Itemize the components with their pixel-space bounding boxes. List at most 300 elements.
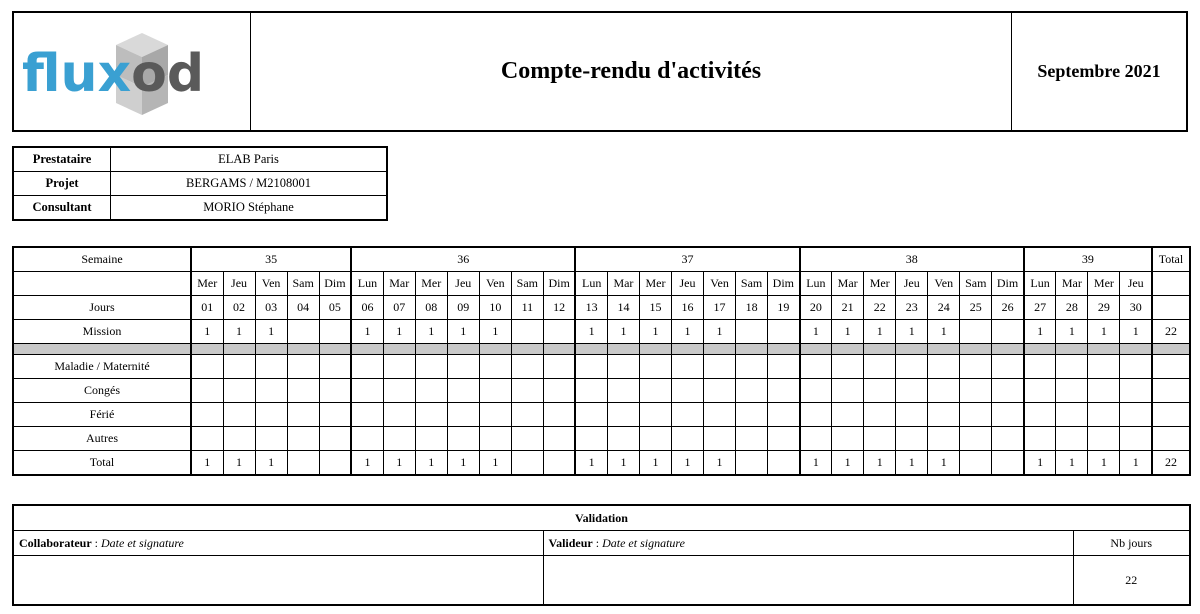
logo-text: fluxod (22, 44, 205, 104)
total-cell: 1 (1024, 451, 1056, 476)
separator-cell (223, 344, 255, 355)
absence-cell (575, 427, 607, 451)
day-name: Dim (768, 272, 800, 296)
total-cell: 1 (800, 451, 832, 476)
day-name: Ven (479, 272, 511, 296)
fluxod-logo (20, 31, 230, 115)
absence-cell (383, 403, 415, 427)
absence-cell (1024, 427, 1056, 451)
absence-cell (928, 355, 960, 379)
absence-cell (639, 427, 671, 451)
day-number: 13 (575, 296, 607, 320)
absence-row (13, 379, 1190, 403)
absence-cell (351, 355, 383, 379)
mission-cell (511, 320, 543, 344)
day-name: Mar (832, 272, 864, 296)
absence-cell (319, 403, 351, 427)
info-table (12, 146, 388, 221)
absence-cell (607, 403, 639, 427)
separator-cell (607, 344, 639, 355)
mission-cell: 1 (1056, 320, 1088, 344)
total-cell: 1 (255, 451, 287, 476)
absence-total (1152, 355, 1190, 379)
total-cell: 1 (607, 451, 639, 476)
activity-grid (12, 246, 1191, 476)
absence-cell (543, 427, 575, 451)
absence-cell (415, 427, 447, 451)
absence-cell (1024, 355, 1056, 379)
total-row (13, 451, 1190, 476)
mission-cell: 1 (415, 320, 447, 344)
day-name: Sam (736, 272, 768, 296)
day-number: 16 (671, 296, 703, 320)
total-cell: 1 (832, 451, 864, 476)
absence-cell (255, 427, 287, 451)
absence-total (1152, 379, 1190, 403)
absence-cell (960, 427, 992, 451)
day-number: 02 (223, 296, 255, 320)
mission-cell: 1 (479, 320, 511, 344)
nb-days-value: 22 (1073, 556, 1190, 606)
absence-cell (832, 403, 864, 427)
collaborator-hint: Date et signature (101, 535, 184, 550)
absence-cell (928, 403, 960, 427)
absence-cell (1120, 379, 1152, 403)
separator-cell (1088, 344, 1120, 355)
absence-cell (1120, 355, 1152, 379)
absence-cell (511, 379, 543, 403)
total-cell (543, 451, 575, 476)
validation-title: Validation (13, 505, 1190, 531)
separator-cell (191, 344, 223, 355)
absence-cell (319, 355, 351, 379)
separator-cell (287, 344, 319, 355)
absence-cell (864, 427, 896, 451)
absence-cell (1088, 403, 1120, 427)
days-label: Jours (13, 296, 191, 320)
absence-cell (800, 379, 832, 403)
day-number: 21 (832, 296, 864, 320)
validator-cell: Valideur : Date et signature (543, 531, 1073, 556)
absence-cell (1024, 403, 1056, 427)
collaborator-label: Collaborateur (19, 535, 92, 550)
absence-label: Maladie / Maternité (13, 355, 191, 379)
absence-cell (864, 379, 896, 403)
info-value: MORIO Stéphane (111, 196, 388, 221)
total-cell: 1 (223, 451, 255, 476)
total-header: Total (1152, 247, 1190, 272)
day-name: Mar (383, 272, 415, 296)
separator-row (13, 344, 1190, 355)
separator-cell (704, 344, 736, 355)
absence-cell (960, 355, 992, 379)
day-number: 18 (736, 296, 768, 320)
mission-cell (319, 320, 351, 344)
absence-cell (543, 379, 575, 403)
validation-table (12, 504, 1191, 606)
mission-total: 22 (1152, 320, 1190, 344)
absence-cell (447, 379, 479, 403)
absence-cell (768, 403, 800, 427)
separator-cell (768, 344, 800, 355)
absence-cell (639, 355, 671, 379)
separator-cell (896, 344, 928, 355)
absence-cell (832, 355, 864, 379)
separator-cell (1120, 344, 1152, 355)
day-name: Jeu (1120, 272, 1152, 296)
absence-cell (992, 379, 1024, 403)
absence-label: Congés (13, 379, 191, 403)
total-cell: 1 (928, 451, 960, 476)
day-name: Mer (415, 272, 447, 296)
date-row (13, 296, 1190, 320)
absence-total (1152, 403, 1190, 427)
absence-cell (287, 427, 319, 451)
separator-cell (511, 344, 543, 355)
day-number: 29 (1088, 296, 1120, 320)
mission-cell: 1 (1120, 320, 1152, 344)
absence-cell (928, 427, 960, 451)
absence-cell (992, 355, 1024, 379)
day-name: Ven (255, 272, 287, 296)
total-cell: 1 (896, 451, 928, 476)
separator-cell (832, 344, 864, 355)
week-number: 36 (351, 247, 575, 272)
week-label: Semaine (13, 247, 191, 272)
absence-row (13, 403, 1190, 427)
day-name: Sam (287, 272, 319, 296)
total-spacer (1152, 296, 1190, 320)
absence-cell (191, 427, 223, 451)
absence-cell (960, 403, 992, 427)
absence-row (13, 355, 1190, 379)
total-label: Total (13, 451, 191, 476)
page-title: Compte-rendu d'activités (251, 13, 1012, 130)
absence-cell (319, 379, 351, 403)
day-name: Lun (351, 272, 383, 296)
mission-cell: 1 (255, 320, 287, 344)
absence-cell (992, 427, 1024, 451)
separator-cell (960, 344, 992, 355)
day-name: Ven (704, 272, 736, 296)
logo-cell (14, 13, 251, 130)
absence-cell (607, 379, 639, 403)
absence-cell (928, 379, 960, 403)
absence-cell (671, 355, 703, 379)
mission-cell (736, 320, 768, 344)
total-cell: 1 (575, 451, 607, 476)
day-name: Mar (607, 272, 639, 296)
absence-cell (575, 403, 607, 427)
mission-cell: 1 (896, 320, 928, 344)
absence-cell (639, 379, 671, 403)
absence-cell (864, 355, 896, 379)
absence-cell (383, 379, 415, 403)
mission-cell: 1 (447, 320, 479, 344)
total-cell (960, 451, 992, 476)
info-row (13, 196, 387, 221)
day-number: 17 (704, 296, 736, 320)
total-cell (319, 451, 351, 476)
absence-cell (736, 355, 768, 379)
absence-cell (191, 355, 223, 379)
day-number: 23 (896, 296, 928, 320)
absence-cell (415, 379, 447, 403)
total-cell: 1 (671, 451, 703, 476)
separator-cell (1152, 344, 1190, 355)
absence-cell (255, 403, 287, 427)
absence-cell (607, 355, 639, 379)
day-number: 15 (639, 296, 671, 320)
absence-cell (191, 379, 223, 403)
info-row (13, 172, 387, 196)
absence-cell (351, 403, 383, 427)
separator-cell (864, 344, 896, 355)
day-number: 27 (1024, 296, 1056, 320)
absence-cell (511, 403, 543, 427)
day-number: 20 (800, 296, 832, 320)
absence-cell (1056, 379, 1088, 403)
total-cell: 1 (479, 451, 511, 476)
info-label: Consultant (13, 196, 111, 221)
separator-cell (671, 344, 703, 355)
total-cell: 1 (1056, 451, 1088, 476)
absence-cell (543, 403, 575, 427)
absence-cell (447, 355, 479, 379)
total-cell: 1 (639, 451, 671, 476)
week-number: 35 (191, 247, 351, 272)
mission-row (13, 320, 1190, 344)
day-number: 10 (479, 296, 511, 320)
total-cell (511, 451, 543, 476)
mission-cell: 1 (607, 320, 639, 344)
separator-cell (543, 344, 575, 355)
absence-cell (1024, 379, 1056, 403)
mission-cell: 1 (191, 320, 223, 344)
report-period: Septembre 2021 (1037, 61, 1161, 81)
mission-cell: 1 (704, 320, 736, 344)
info-value: ELAB Paris (111, 147, 388, 172)
total-cell: 1 (864, 451, 896, 476)
validator-label: Valideur (548, 535, 593, 550)
absence-cell (704, 403, 736, 427)
absence-cell (287, 379, 319, 403)
day-number: 14 (607, 296, 639, 320)
absence-label: Férié (13, 403, 191, 427)
day-name: Mer (1088, 272, 1120, 296)
absence-cell (479, 427, 511, 451)
total-cell (287, 451, 319, 476)
day-number: 11 (511, 296, 543, 320)
mission-cell: 1 (864, 320, 896, 344)
mission-cell: 1 (671, 320, 703, 344)
day-name-spacer (13, 272, 191, 296)
absence-cell (671, 403, 703, 427)
mission-cell: 1 (1024, 320, 1056, 344)
total-cell (736, 451, 768, 476)
absence-cell (639, 403, 671, 427)
absence-cell (543, 355, 575, 379)
day-number: 12 (543, 296, 575, 320)
absence-cell (351, 379, 383, 403)
mission-cell: 1 (928, 320, 960, 344)
mission-cell: 1 (575, 320, 607, 344)
total-cell: 1 (1120, 451, 1152, 476)
absence-cell (768, 427, 800, 451)
absence-cell (607, 427, 639, 451)
absence-cell (575, 379, 607, 403)
absence-cell (768, 379, 800, 403)
mission-cell (960, 320, 992, 344)
day-name-row (13, 272, 1190, 296)
absence-cell (896, 355, 928, 379)
mission-cell: 1 (832, 320, 864, 344)
separator-cell (1056, 344, 1088, 355)
total-cell: 1 (704, 451, 736, 476)
absence-cell (864, 403, 896, 427)
separator-cell (415, 344, 447, 355)
absence-cell (479, 355, 511, 379)
day-name: Jeu (447, 272, 479, 296)
total-spacer (1152, 272, 1190, 296)
day-number: 28 (1056, 296, 1088, 320)
validator-signature-box[interactable] (543, 556, 1073, 606)
day-number: 09 (447, 296, 479, 320)
absence-cell (736, 379, 768, 403)
day-name: Lun (800, 272, 832, 296)
day-number: 30 (1120, 296, 1152, 320)
absence-cell (223, 355, 255, 379)
absence-cell (511, 355, 543, 379)
absence-cell (832, 379, 864, 403)
absence-cell (704, 427, 736, 451)
total-cell: 1 (415, 451, 447, 476)
mission-cell: 1 (800, 320, 832, 344)
day-name: Sam (511, 272, 543, 296)
absence-cell (255, 379, 287, 403)
absence-label: Autres (13, 427, 191, 451)
total-cell (768, 451, 800, 476)
day-number: 03 (255, 296, 287, 320)
separator-cell (319, 344, 351, 355)
absence-cell (223, 427, 255, 451)
info-label: Projet (13, 172, 111, 196)
absence-cell (1056, 427, 1088, 451)
grand-total: 22 (1152, 451, 1190, 476)
absence-cell (671, 427, 703, 451)
mission-cell (992, 320, 1024, 344)
day-name: Mer (191, 272, 223, 296)
day-name: Ven (928, 272, 960, 296)
separator-cell (639, 344, 671, 355)
absence-cell (511, 427, 543, 451)
day-number: 19 (768, 296, 800, 320)
absence-row (13, 427, 1190, 451)
separator-cell (800, 344, 832, 355)
absence-cell (800, 355, 832, 379)
info-label: Prestataire (13, 147, 111, 172)
day-number: 08 (415, 296, 447, 320)
absence-cell (351, 427, 383, 451)
absence-cell (415, 355, 447, 379)
total-cell: 1 (191, 451, 223, 476)
absence-cell (447, 403, 479, 427)
day-name: Jeu (223, 272, 255, 296)
absence-cell (960, 379, 992, 403)
absence-cell (736, 403, 768, 427)
absence-cell (383, 355, 415, 379)
absence-cell (896, 427, 928, 451)
week-number: 38 (800, 247, 1024, 272)
absence-cell (223, 379, 255, 403)
separator-cell (992, 344, 1024, 355)
mission-cell: 1 (639, 320, 671, 344)
day-name: Sam (960, 272, 992, 296)
absence-cell (1088, 427, 1120, 451)
day-name: Mer (864, 272, 896, 296)
day-number: 04 (287, 296, 319, 320)
total-cell: 1 (1088, 451, 1120, 476)
week-number: 39 (1024, 247, 1152, 272)
absence-cell (704, 355, 736, 379)
mission-cell: 1 (351, 320, 383, 344)
day-name: Jeu (671, 272, 703, 296)
day-number: 06 (351, 296, 383, 320)
absence-cell (1120, 427, 1152, 451)
absence-cell (575, 355, 607, 379)
day-number: 26 (992, 296, 1024, 320)
week-row (13, 247, 1190, 272)
absence-cell (1056, 403, 1088, 427)
absence-cell (1088, 379, 1120, 403)
collaborator-signature-box[interactable] (13, 556, 543, 606)
total-cell: 1 (447, 451, 479, 476)
absence-cell (479, 379, 511, 403)
day-name: Dim (319, 272, 351, 296)
absence-cell (1088, 355, 1120, 379)
info-row (13, 147, 387, 172)
separator-cell (13, 344, 191, 355)
absence-cell (896, 379, 928, 403)
total-cell: 1 (351, 451, 383, 476)
absence-cell (992, 403, 1024, 427)
separator-cell (736, 344, 768, 355)
absence-cell (287, 403, 319, 427)
info-value: BERGAMS / M2108001 (111, 172, 388, 196)
separator-cell (575, 344, 607, 355)
collaborator-cell: Collaborateur : Date et signature (13, 531, 543, 556)
mission-cell: 1 (1088, 320, 1120, 344)
separator-cell (383, 344, 415, 355)
separator-cell (928, 344, 960, 355)
absence-cell (479, 403, 511, 427)
absence-cell (1120, 403, 1152, 427)
day-number: 24 (928, 296, 960, 320)
absence-cell (415, 403, 447, 427)
day-number: 05 (319, 296, 351, 320)
day-number: 22 (864, 296, 896, 320)
absence-cell (671, 379, 703, 403)
mission-cell (543, 320, 575, 344)
absence-cell (832, 427, 864, 451)
day-name: Lun (575, 272, 607, 296)
total-cell: 1 (383, 451, 415, 476)
absence-cell (736, 427, 768, 451)
report-header (12, 11, 1188, 132)
day-name: Dim (543, 272, 575, 296)
total-cell (992, 451, 1024, 476)
absence-cell (896, 403, 928, 427)
